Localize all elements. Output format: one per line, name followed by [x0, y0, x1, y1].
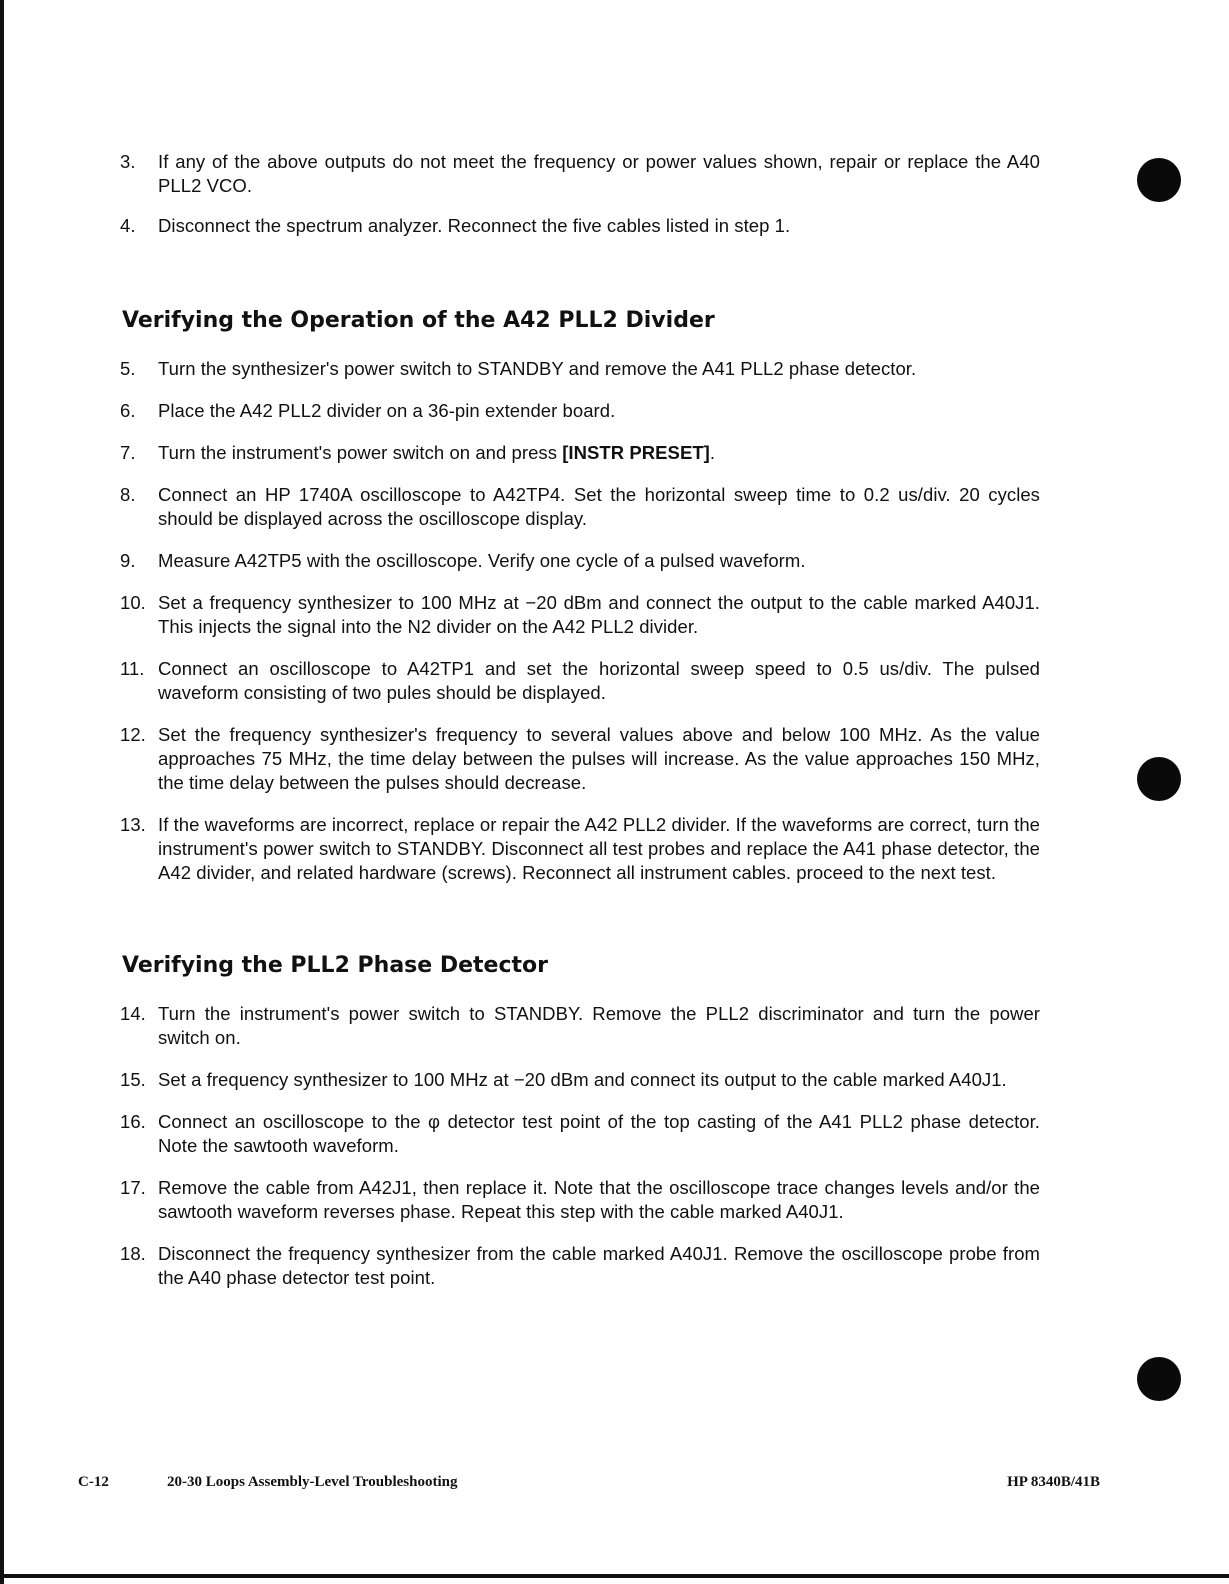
step-text-lead: Turn the instrument's power switch on and press	[158, 442, 563, 463]
step-number: 9.	[120, 550, 136, 571]
phase-steps	[120, 1002, 1040, 1290]
step-3	[120, 150, 1040, 198]
step-number: 4.	[120, 215, 136, 236]
step-number: 12.	[120, 724, 146, 745]
step-text: Connect an oscilloscope to the φ detector test point of the top casting of the A41 PLL2 phase detector. Note the sawtooth waveform.	[158, 1111, 1040, 1156]
step-number: 11.	[120, 658, 145, 679]
step-number: 18.	[120, 1243, 146, 1264]
step-text: Set a frequency synthesizer to 100 MHz at −20 dBm and connect its output to the cable marked A40J1.	[158, 1069, 1007, 1090]
step-number: 13.	[120, 814, 146, 835]
step-6	[120, 399, 1040, 423]
step-text	[158, 441, 1040, 465]
binder-hole-top	[1137, 158, 1181, 202]
page-border-bottom	[0, 1574, 1229, 1578]
instr-preset-key: [INSTR PRESET]	[562, 442, 710, 463]
section-heading-phase-detector: Verifying the PLL2 Phase Detector	[122, 953, 548, 978]
step-number: 15.	[120, 1069, 146, 1090]
step-number: 5.	[120, 358, 136, 379]
page-content	[120, 150, 1040, 1290]
binder-hole-bottom	[1137, 1357, 1181, 1401]
step-text: Connect an HP 1740A oscilloscope to A42TP4. Set the horizontal sweep time to 0.2 us/div. 20 cycles should be displayed across the oscilloscope display.	[158, 484, 1040, 529]
divider-steps	[120, 357, 1040, 885]
footer-model: HP 8340B/41B	[1007, 1474, 1100, 1490]
step-number: 6.	[120, 400, 136, 421]
step-text: Disconnect the spectrum analyzer. Reconnect the five cables listed in step 1.	[158, 215, 791, 236]
footer-page-number: C-12	[78, 1474, 109, 1490]
step-18	[120, 1242, 1040, 1290]
step-text: If any of the above outputs do not meet the frequency or power values shown, repair or replace the A40 PLL2 VCO.	[158, 151, 1040, 196]
step-number: 8.	[120, 484, 136, 505]
page-border-left	[0, 0, 4, 1584]
intro-steps	[120, 150, 1040, 238]
step-7	[120, 441, 1040, 465]
step-number: 3.	[120, 151, 136, 172]
step-text: Remove the cable from A42J1, then replace it. Note that the oscilloscope trace changes levels and/or the sawtooth waveform reverses phase. Repeat this step with the cable marked A40J1.	[158, 1177, 1040, 1222]
step-13	[120, 813, 1040, 885]
step-number: 10.	[120, 592, 146, 613]
step-text: Set the frequency synthesizer's frequency to several values above and below 100 MHz. As the value approaches 75 MHz, the time delay between the pulses will increase. As the value approaches 150 MHz, the time delay between the pulses should decrease.	[158, 724, 1040, 793]
step-text: Place the A42 PLL2 divider on a 36-pin extender board.	[158, 400, 616, 421]
step-text-tail: .	[709, 442, 716, 463]
step-15	[120, 1068, 1040, 1092]
step-text: Turn the synthesizer's power switch to STANDBY and remove the A41 PLL2 phase detector.	[158, 358, 917, 379]
step-number: 17.	[120, 1177, 146, 1198]
step-text: Disconnect the frequency synthesizer from the cable marked A40J1. Remove the oscilloscope probe from the A40 phase detector test point.	[158, 1243, 1040, 1288]
step-12	[120, 723, 1040, 795]
step-5	[120, 357, 1040, 381]
step-text: If the waveforms are incorrect, replace or repair the A42 PLL2 divider. If the waveforms are correct, turn the instrument's power switch to STANDBY. Disconnect all test probes and replace the A41 phase detector, the A42 divider, and related hardware (screws). Reconnect all instrument cables. proceed to the next test.	[158, 814, 1040, 883]
step-16	[120, 1110, 1040, 1158]
step-11	[120, 657, 1040, 705]
footer-chapter-title: 20-30 Loops Assembly-Level Troubleshooting	[167, 1474, 458, 1490]
step-14	[120, 1002, 1040, 1050]
step-number: 7.	[120, 442, 136, 463]
step-4	[120, 214, 1040, 238]
step-text: Measure A42TP5 with the oscilloscope. Verify one cycle of a pulsed waveform.	[158, 550, 806, 571]
step-number: 14.	[120, 1003, 146, 1024]
step-text: Turn the instrument's power switch to STANDBY. Remove the PLL2 discriminator and turn the power switch on.	[158, 1003, 1040, 1048]
step-number: 16.	[120, 1111, 146, 1132]
step-17	[120, 1176, 1040, 1224]
step-text: Set a frequency synthesizer to 100 MHz at −20 dBm and connect the output to the cable marked A40J1. This injects the signal into the N2 divider on the A42 PLL2 divider.	[158, 592, 1040, 637]
section-heading-divider: Verifying the Operation of the A42 PLL2 Divider	[122, 308, 715, 333]
step-text: Connect an oscilloscope to A42TP1 and set the horizontal sweep speed to 0.5 us/div. The pulsed waveform consisting of two pules should be displayed.	[158, 658, 1040, 703]
step-10	[120, 591, 1040, 639]
step-9	[120, 549, 1040, 573]
binder-hole-middle	[1137, 757, 1181, 801]
step-8	[120, 483, 1040, 531]
